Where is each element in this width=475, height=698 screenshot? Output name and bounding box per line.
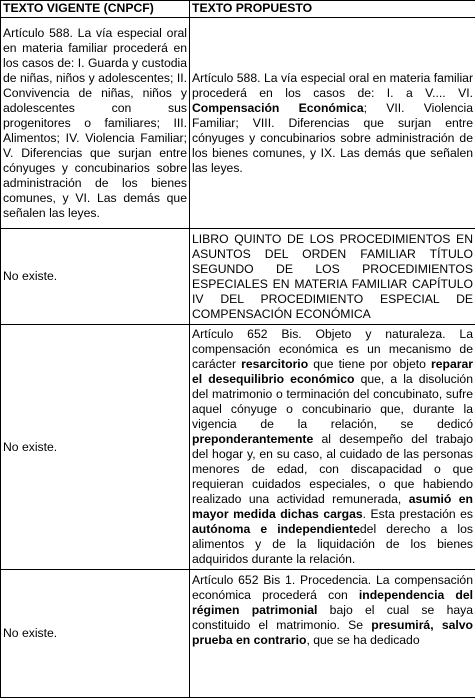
text-segment: , que se ha dedicado: [306, 633, 419, 647]
text-segment: Artículo 652 Bis. Objeto y naturaleza. La compensación económica es un mecanismo de carácter: [192, 327, 473, 371]
current-not-exists: No existe.: [1, 325, 190, 570]
text-segment: que, a la disolución del matrimonio o terminación del concubinato, sufre aquel cónyuge o concubinario que, durante la vigencia de la relación, se dedicó: [192, 372, 473, 431]
text-segment: ; VII. Violencia Familiar; VIII. Diferencias que surjan entre cónyuges y concubinarios sobre administración de los bienes comunes, y IX. Las demás que señalen las leyes.: [192, 101, 473, 175]
proposed-article-652-bis: [190, 325, 475, 570]
table-row: [1, 325, 475, 570]
table-row: [1, 229, 475, 325]
proposed-article-652-bis-1: [190, 570, 475, 698]
current-not-exists: No existe.: [1, 229, 190, 325]
bold-segment: reparar el desequilibrio económico: [192, 357, 473, 386]
bold-segment: preponderantemente: [192, 432, 313, 446]
text-segment: Artículo 588. La vía especial oral en materia familiar procederá en los casos de: I. a V.... VI.: [192, 71, 473, 100]
proposed-article-588: [190, 18, 475, 229]
table-header-row: [1, 1, 475, 18]
text-segment: que tiene por objeto: [308, 357, 431, 371]
current-article-588: Artículo 588. La vía especial oral en materia familiar procederá en los casos de: I. Guarda y custodia de niñas, niños y adolescentes; II. Convivencia de niñas, niños y adolescentes con sus progenitores o familiares; III. Alimentos; IV. Violencia Familiar; V. Diferencias que surjan entre cónyuges y concubinarios sobre administración de los bienes comunes, y VI. Las demás que señalen las leyes.: [1, 18, 190, 229]
table-row: [1, 570, 475, 698]
bold-segment: autónoma e independiente: [192, 522, 360, 536]
table-row: [1, 18, 475, 229]
header-proposed-text: TEXTO PROPUESTO: [190, 1, 475, 18]
proposed-chapter-heading: LIBRO QUINTO DE LOS PROCEDIMIENTOS EN ASUNTOS DEL ORDEN FAMILIAR TÍTULO SEGUNDO DE LOS PROCEDIMIENTOS ESPECIALES EN MATERIA FAMILIAR CAPÍTULO IV DEL PROCEDIMIENTO ESPECIAL DE COMPENSACIÓN ECONÓMICA: [190, 229, 475, 325]
bold-segment: resarcitorio: [241, 357, 308, 371]
current-not-exists: No existe.: [1, 570, 190, 698]
header-current-text: TEXTO VIGENTE (CNPCF): [1, 1, 190, 18]
bold-segment: Compensación Económica: [192, 101, 364, 115]
text-segment: . Esta prestación es: [363, 507, 473, 521]
bold-segment: presumirá, salvo prueba en contrario: [192, 618, 473, 647]
text-segment: Artículo 652 Bis 1. Procedencia. La compensación económica procederá con: [192, 573, 473, 602]
text-segment: al desempeño del trabajo del hogar y, en su caso, al cuidado de las personas menores de edad, con discapacidad o que requieran cuidados especiales, o que habiendo realizado una actividad remunerada,: [192, 432, 473, 506]
text-segment: del derecho a los alimentos y de la liquidación de los bienes adquiridos durante la relación.: [192, 522, 473, 566]
bold-segment: asumió en mayor medida dichas cargas: [192, 492, 473, 521]
text-segment: bajo el cual se haya constituido el matrimonio. Se: [192, 603, 473, 632]
cell-text: [192, 573, 473, 695]
bold-segment: independencia del régimen patrimonial: [192, 588, 473, 617]
